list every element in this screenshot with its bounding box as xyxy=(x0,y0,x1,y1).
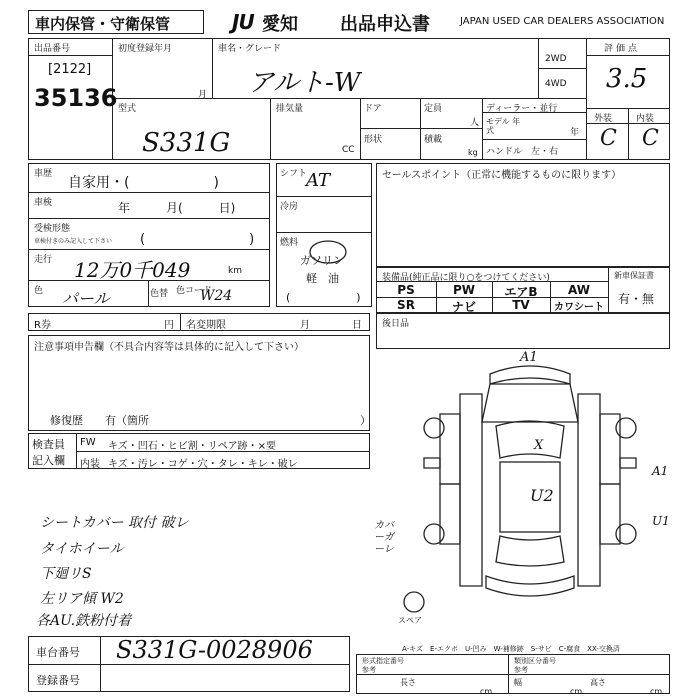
fuel-gasoline: ガソリン xyxy=(300,254,344,267)
model-year-label: モデル 年式 xyxy=(486,117,521,135)
new-car-warranty-label: 新車保証書 xyxy=(614,271,654,280)
load-unit: kg xyxy=(468,148,478,157)
chassis-label: 車台番号 xyxy=(36,646,80,659)
inspection-label: 車検 xyxy=(34,198,53,208)
handwritten-note: 下廻リS xyxy=(40,566,92,582)
damage-legend: A-キズ E-エクボ U-凹み W-補修跡 S-サビ C-腐食 XX-交換済 xyxy=(402,645,620,653)
chassis-number: S331G-0028906 xyxy=(116,636,313,664)
capacity-unit: 人 xyxy=(470,118,480,128)
storage-label: 車内保管・守衛保管 xyxy=(35,15,171,33)
registration-label: 登録番号 xyxy=(36,674,80,687)
displacement-unit: CC xyxy=(342,145,355,155)
class-label: 類別区分番号 xyxy=(514,657,556,665)
inspection-value: 年 月( 日) xyxy=(118,201,236,215)
rear-items-label: 後日品 xyxy=(382,319,410,329)
displacement-label: 排気量 xyxy=(276,104,304,114)
length-unit: cm xyxy=(480,687,493,696)
equip-ps: PS xyxy=(397,283,415,297)
new-car-warranty-value: 有・無 xyxy=(618,292,655,306)
storage-label-box xyxy=(28,10,204,34)
repair-history-label: 修復歴 有（箇所 xyxy=(50,414,149,427)
ju-logo: JU xyxy=(232,10,254,34)
handwritten-note: シートカバー 取付 破レ xyxy=(40,515,189,531)
receipt-label: 受検形態 xyxy=(34,224,71,234)
height-unit: cm xyxy=(650,687,663,696)
form-title: 出品申込書 xyxy=(340,14,430,35)
damage-mark-a1-front: A1 xyxy=(520,350,538,365)
capacity-label: 定員 xyxy=(424,104,443,114)
mileage-value: 12万0千049 xyxy=(74,258,191,282)
exterior-label: 外装 xyxy=(594,114,613,124)
handwritten-note: 左リア傾 W2 xyxy=(40,591,124,607)
recycle-label: R券 xyxy=(34,320,51,331)
notes-label: 注意事項申告欄（不具合内容等は具体的に記入して下さい） xyxy=(34,342,304,353)
name-change-day: 日 xyxy=(352,320,362,331)
fuel-light-oil: 軽 油 xyxy=(306,272,339,285)
org-name: 愛知 xyxy=(262,14,298,35)
ac-label: 冷房 xyxy=(280,202,299,212)
equip-aw: AW xyxy=(568,283,590,297)
fuel-circle-mark xyxy=(306,238,350,268)
inspector-interior-tag: 内装 xyxy=(80,459,100,470)
car-name-value: アルト-W xyxy=(248,68,361,98)
damage-mark-u1: U1 xyxy=(652,514,670,528)
association-name: JAPAN USED CAR DEALERS ASSOCIATION xyxy=(460,16,665,27)
history-value: 自家用・( ) xyxy=(68,175,219,191)
inspector-fw-tag: FW xyxy=(80,437,96,448)
class-ref: 参考 xyxy=(514,666,528,674)
interior-grade: C xyxy=(642,126,659,151)
drive-4wd: 4WD xyxy=(545,79,567,89)
color-code-value: W24 xyxy=(200,288,233,304)
shift-label: シフト xyxy=(280,169,308,179)
color-code-label: 色コード xyxy=(176,286,213,296)
width-label: 幅 xyxy=(514,678,522,687)
model-label: 型式 xyxy=(118,104,137,114)
spec-ref: 参考 xyxy=(362,666,376,674)
cover-note: カバーガーレ xyxy=(374,520,394,555)
mileage-label: 走行 xyxy=(34,255,53,265)
rear-items-box xyxy=(376,313,670,349)
history-label: 車歴 xyxy=(34,169,53,179)
month-suffix: 月 xyxy=(198,90,208,100)
load-label: 積載 xyxy=(424,135,443,145)
inspector-label: 検査員 xyxy=(32,438,65,451)
width-unit: cm xyxy=(570,687,583,696)
equip-airbag: エアB xyxy=(504,285,538,299)
shift-value: AT xyxy=(306,170,331,191)
equip-pw: PW xyxy=(452,283,476,297)
rating-value: 3.5 xyxy=(606,64,648,94)
exterior-grade: C xyxy=(600,126,617,151)
repair-history-close: ） xyxy=(360,414,371,427)
rating-label: 評価点 xyxy=(604,44,641,54)
height-label: 高さ xyxy=(590,678,606,687)
lot-number: 35136 xyxy=(34,84,118,112)
damage-mark-a1-side: A1 xyxy=(652,464,669,478)
year-suffix: 年 xyxy=(570,128,580,138)
door-label: ドア xyxy=(364,104,382,114)
name-change-month: 月 xyxy=(300,320,310,331)
name-change-label: 名変期限 xyxy=(186,320,226,331)
inspector-entry-label: 記入欄 xyxy=(32,454,65,467)
spec-label: 形式指定番号 xyxy=(362,657,404,665)
handwritten-note: 各AU.鉄粉付着 xyxy=(36,613,132,629)
color-value: パール xyxy=(62,289,110,308)
receipt-note: 車検付きのみ記入して下さい xyxy=(34,238,113,245)
recycle-yen: 円 xyxy=(164,320,174,331)
color-label: 色 xyxy=(34,286,44,296)
receipt-value: ( ) xyxy=(140,232,255,247)
handwritten-note: タイホイール xyxy=(40,541,124,557)
inspector-interior-items: キズ・汚レ・コゲ・穴・タレ・キレ・破レ xyxy=(108,459,298,470)
lot-code: [2122] xyxy=(48,62,92,77)
equip-navi: ナビ xyxy=(451,300,476,314)
damage-mark-u2: U2 xyxy=(530,486,554,505)
length-label: 長さ xyxy=(400,678,416,687)
spare-label: スペア xyxy=(398,616,422,625)
interior-label: 内装 xyxy=(636,114,655,124)
equipment-label: 装備品(純正品に限り○をつけてください) xyxy=(382,273,550,283)
equip-tv: TV xyxy=(512,298,530,312)
color-change-label: 色替 xyxy=(150,289,169,299)
mileage-unit: km xyxy=(228,266,242,276)
model-value: S331G xyxy=(142,128,231,158)
dealer-label: ディーラー・並行 xyxy=(486,104,558,114)
equip-sr: SR xyxy=(397,298,415,312)
handle-label: ハンドル 左・右 xyxy=(486,147,559,157)
damage-mark-x: X xyxy=(534,438,544,453)
inspector-fw-items: キズ・凹石・ヒビ割・リペア跡・×要 xyxy=(108,441,276,452)
equip-leather-seat: カワシート xyxy=(554,302,604,313)
name-grade-label: 車名・グレード xyxy=(218,44,282,54)
fuel-label: 燃料 xyxy=(280,238,299,248)
shape-label: 形状 xyxy=(364,135,383,145)
first-reg-label: 初度登録年月 xyxy=(118,44,173,54)
sales-point-label: セールスポイント（正常に機能するものに限ります） xyxy=(382,170,622,181)
fuel-other: ( ) xyxy=(286,291,361,304)
vehicle-info-box xyxy=(28,38,670,160)
drive-2wd: 2WD xyxy=(545,54,567,64)
lot-label: 出品番号 xyxy=(34,44,71,54)
